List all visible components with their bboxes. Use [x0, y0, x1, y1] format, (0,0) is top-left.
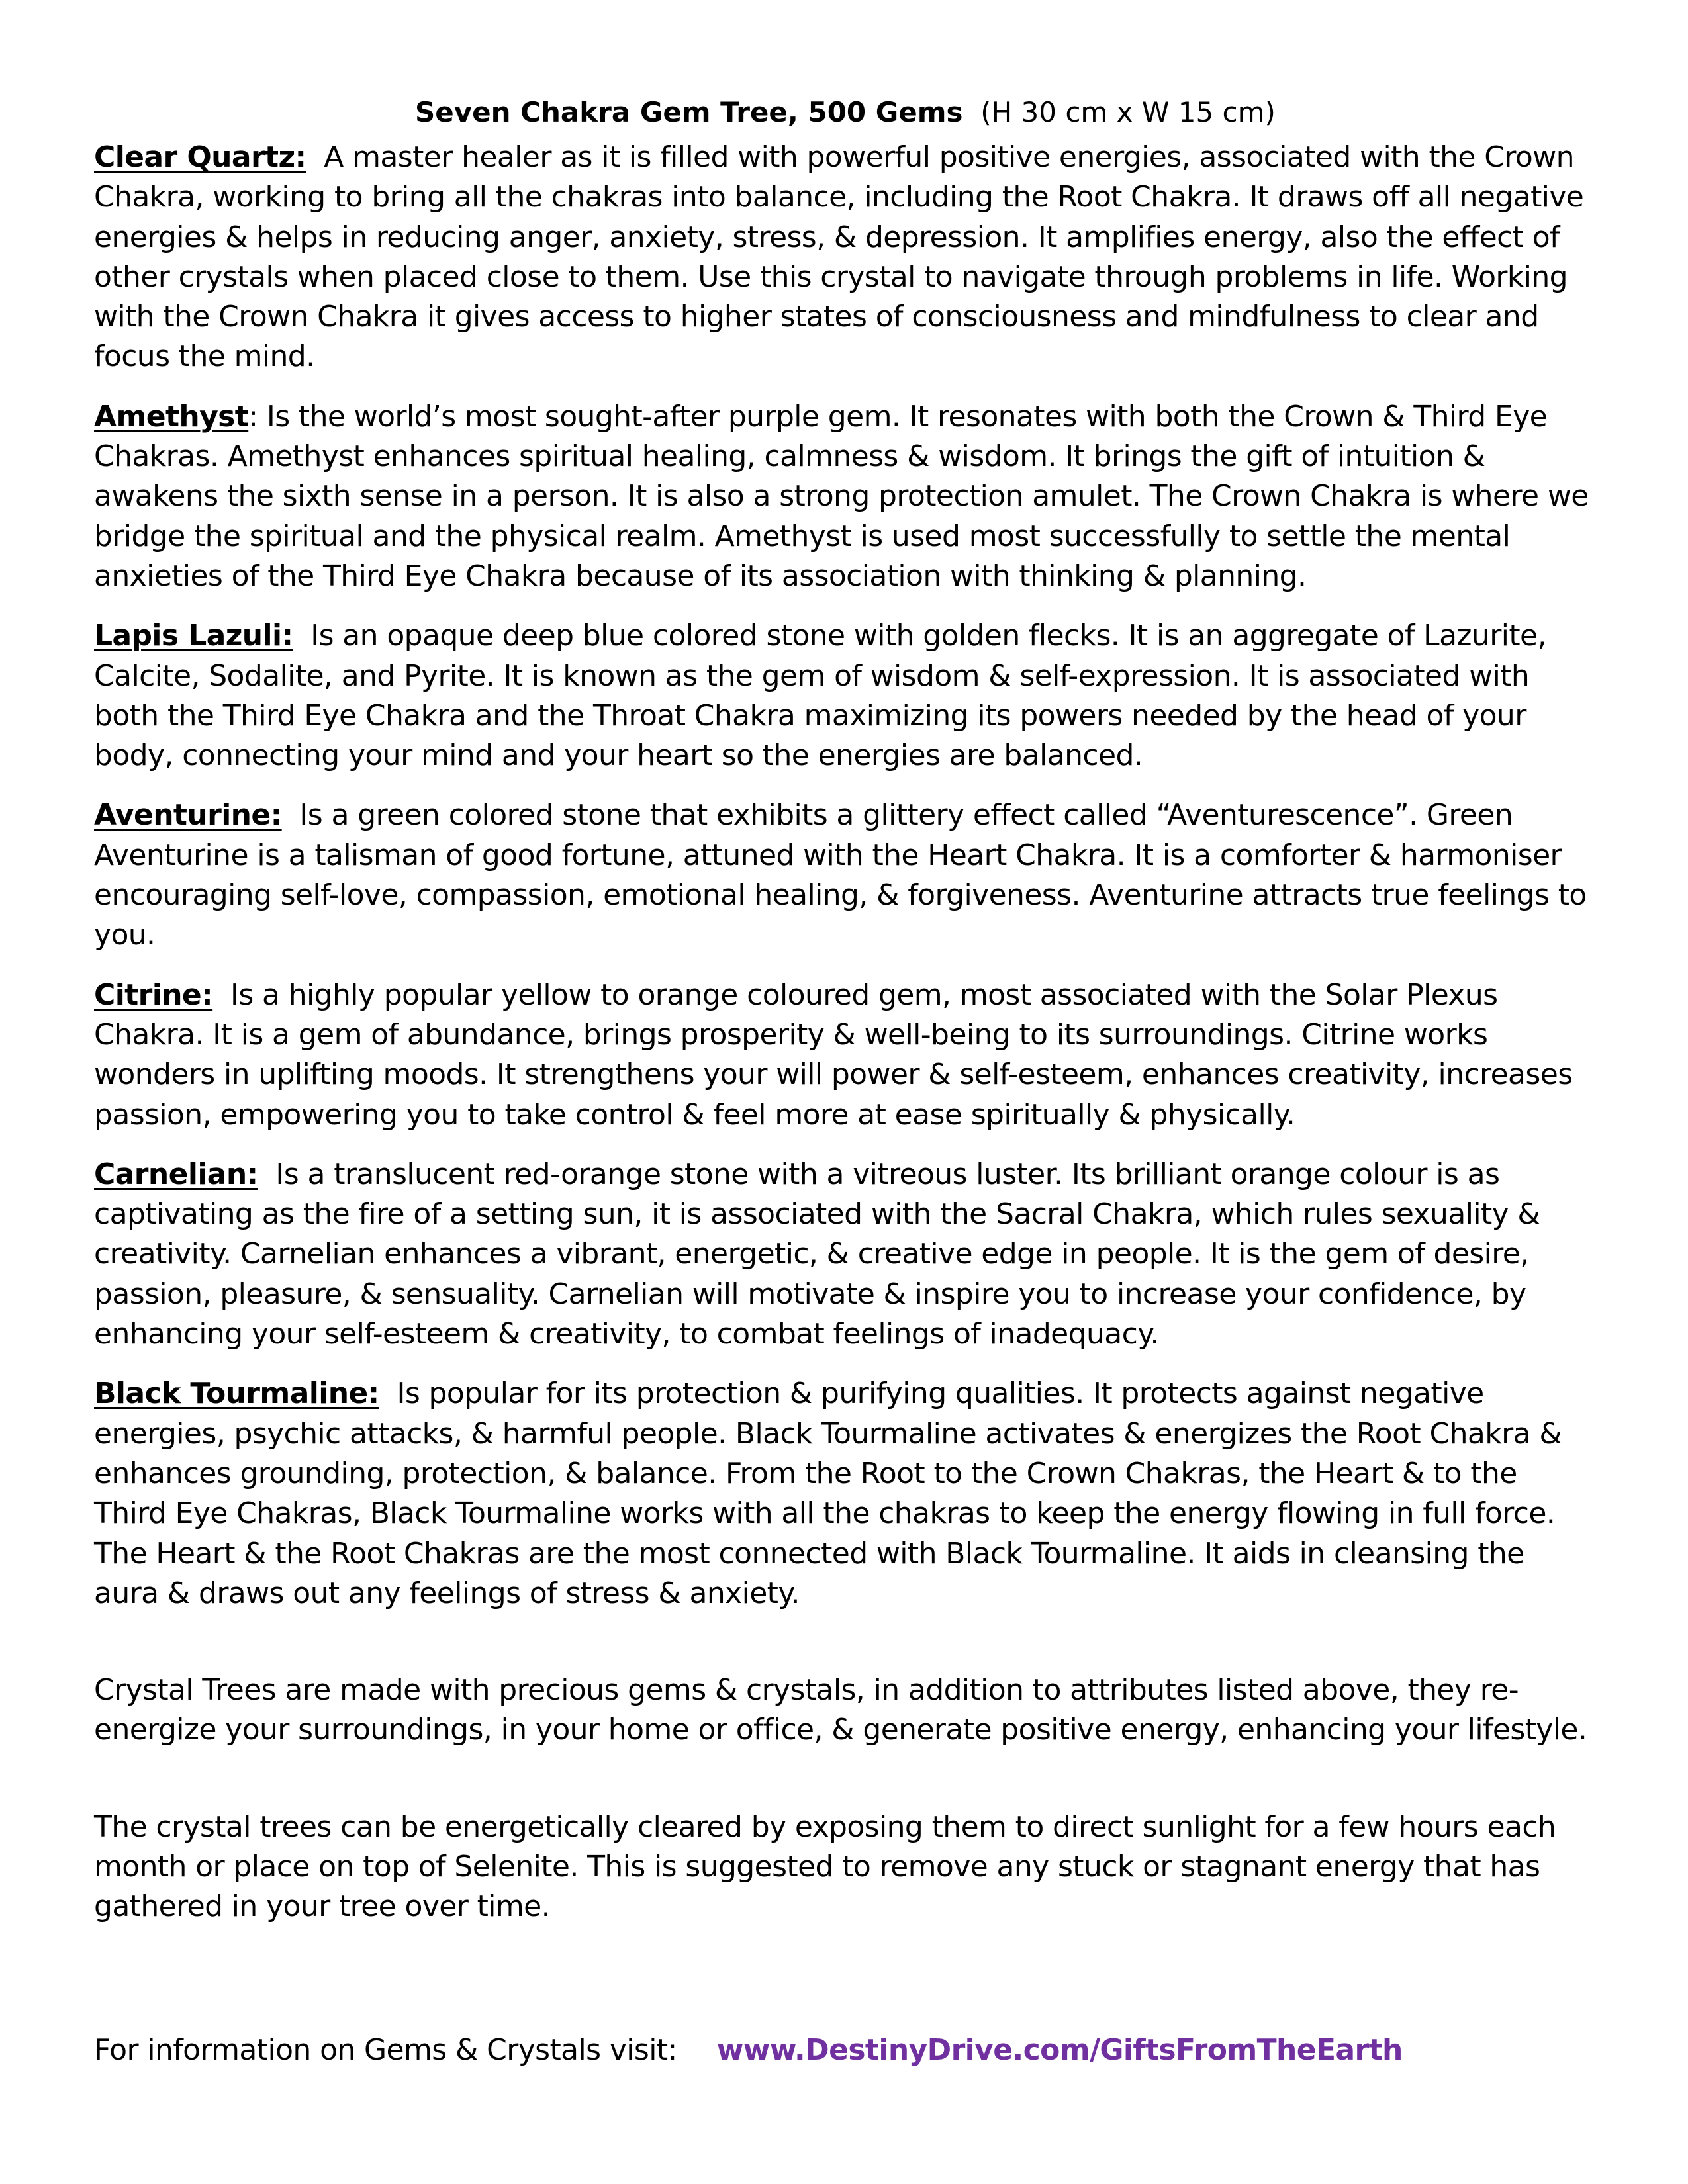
section-body: Is a green colored stone that exhibits a glittery effect called “Aventurescence”. Green Aventurine is a talisman of good fortune, attuned with the Heart Chakra. It is a comforter & harmoniser encouraging self-love, compassion, emotional healing, & forgiveness. Aventurine attracts true feelings to you.	[94, 798, 1587, 952]
footer	[94, 2030, 1403, 2070]
cleansing-paragraph: The crystal trees can be energetically cleared by exposing them to direct sunlight for a few hours each month or place on top of Selenite. This is suggested to remove any stuck or stagnant energy that has gathered in your tree over time.	[94, 1809, 1556, 1924]
section-heading: Amethyst	[94, 399, 249, 433]
section-heading: Aventurine:	[94, 798, 282, 833]
section-body: Is a translucent red-orange stone with a vitreous luster. Its brilliant orange colour is as captivating as the fire of a setting sun, it is associated with the Sacral Chakra, which rules sexuality & creativity. Carnelian enhances a vibrant, energetic, & creative edge in people. It is the gem of desire, passion, pleasure, & sensuality. Carnelian will motivate & inspire you to increase your confidence, by enhancing your self-esteem & creativity, to combat feelings of inadequacy.	[94, 1157, 1540, 1351]
title-main: Seven Chakra Gem Tree, 500 Gems	[415, 96, 963, 128]
section-amethyst	[94, 397, 1597, 596]
section-citrine	[94, 976, 1597, 1135]
document-page	[94, 93, 1597, 1947]
crystal-trees-paragraph: Crystal Trees are made with precious gems & crystals, in addition to attributes listed above, they re-energize your surroundings, in your home or office, & generate positive energy, enhancing your lifestyle.	[94, 1673, 1587, 1747]
footer-label: For information on Gems & Crystals visit:	[94, 2033, 677, 2067]
section-clear-quartz	[94, 138, 1597, 377]
section-heading: Clear Quartz:	[94, 140, 306, 174]
spacer	[94, 1633, 1597, 1670]
section-body: : Is the world’s most sought-after purple gem. It resonates with both the Crown & Third Eye Chakras. Amethyst enhances spiritual healing, calmness & wisdom. It brings the gift of intuition & awakens the sixth sense in a person. It is also a strong protection amulet. The Crown Chakra is where we bridge the spiritual and the physical realm. Amethyst is used most successfully to settle the mental anxieties of the Third Eye Chakra because of its association with thinking & planning.	[94, 399, 1589, 593]
section-aventurine	[94, 796, 1597, 955]
section-heading: Black Tourmaline:	[94, 1377, 379, 1411]
section-black-tourmaline	[94, 1374, 1597, 1614]
section-body: Is a highly popular yellow to orange coloured gem, most associated with the Solar Plexus Chakra. It is a gem of abundance, brings prosperity & well-being to its surroundings. Citrine works wonders in uplifting moods. It strengthens your will power & self-esteem, enhances creativity, increases passion, empowering you to take control & feel more at ease spiritually & physically.	[94, 978, 1573, 1132]
section-heading: Citrine:	[94, 978, 213, 1012]
section-lapis-lazuli	[94, 616, 1597, 776]
section-heading: Carnelian:	[94, 1157, 258, 1191]
spacer	[94, 1770, 1597, 1807]
section-body: Is popular for its protection & purifying qualities. It protects against negative energies, psychic attacks, & harmful people. Black Tourmaline activates & energizes the Root Chakra & enhances grounding, protection, & balance. From the Root to the Crown Chakras, the Heart & to the Third Eye Chakras, Black Tourmaline works with all the chakras to keep the energy flowing in full force. The Heart & the Root Chakras are the most connected with Black Tourmaline. It aids in cleansing the aura & draws out any feelings of stress & anxiety.	[94, 1377, 1562, 1610]
section-carnelian	[94, 1155, 1597, 1354]
website-link[interactable]: www.DestinyDrive.com/GiftsFromTheEarth	[716, 2033, 1403, 2067]
document-title	[94, 93, 1597, 132]
section-body: Is an opaque deep blue colored stone with golden flecks. It is an aggregate of Lazurite, Calcite, Sodalite, and Pyrite. It is known as the gem of wisdom & self-expression. It is associated with both the Third Eye Chakra and the Throat Chakra maximizing its powers needed by the head of your body, connecting your mind and your heart so the energies are balanced.	[94, 619, 1546, 773]
title-dimensions: (H 30 cm x W 15 cm)	[980, 96, 1276, 128]
section-heading: Lapis Lazuli:	[94, 619, 293, 653]
section-body: A master healer as it is filled with powerful positive energies, associated with the Crown Chakra, working to bring all the chakras into balance, including the Root Chakra. It draws off all negative energies & helps in reducing anger, anxiety, stress, & depression. It amplifies energy, also the effect of other crystals when placed close to them. Use this crystal to navigate through problems in life. Working with the Crown Chakra it gives access to higher states of consciousness and mindfulness to clear and focus the mind.	[94, 140, 1584, 374]
